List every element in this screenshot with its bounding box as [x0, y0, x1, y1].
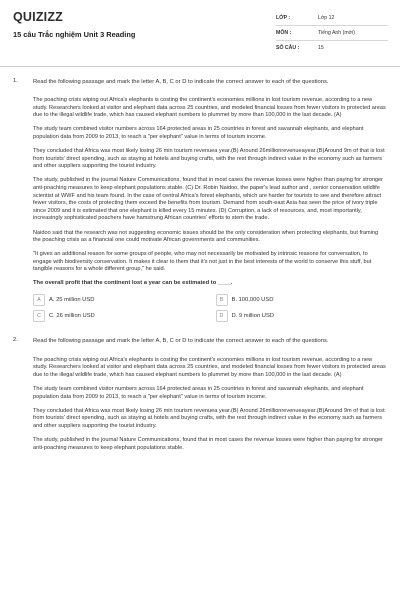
option-text: A. 25 million USD: [49, 296, 95, 303]
option-letter-box[interactable]: A: [33, 294, 45, 306]
question-1: [0, 78, 400, 321]
passage-paragraph: The poaching crisis wiping out Africa's elephants is costing the continent's economies millions in lost tourism revenue, according to a new study. Researchers looked at visitor and elephant data across 25 countries, and modeled financial losses from fewer visitors in protected areas due to the illegal wildlife trade, which has caused elephant numbers to plummet by more than 100,000 in the last decade. (A): [33, 97, 386, 119]
meta-value: Lớp 12: [318, 15, 335, 21]
passage-paragraph: The study team combined visitor numbers across 164 protected areas in 25 countries in forest and savannah elephants, and elephant population data from 2009 to 2013, to reach a "per elephant" value in terms of tourism income.: [33, 385, 364, 400]
quizizz-logo[interactable]: QUIZIZZ: [13, 10, 64, 24]
option-b[interactable]: [216, 294, 387, 305]
meta-label: MÔN :: [276, 30, 292, 36]
meta-label: LỚP :: [276, 15, 291, 21]
option-text: B. 100,000 USD: [231, 296, 274, 303]
question-number: 1.: [13, 78, 18, 84]
meta-label: SỐ CÂU :: [276, 45, 300, 51]
option-letter-box[interactable]: B: [216, 294, 228, 306]
option-a[interactable]: [33, 294, 204, 305]
passage-paragraph: They concluded that Africa was most likely losing 26 min tourism revenuea year.(B) Around 26millionrevenueayear.(B)Around 9m of that is lost from tourists' direct spending, such as staying at hotels and buying crafts, with the rest through indirect value in the economy such as farmers and other suppliers supporting the tourist industry.: [33, 407, 385, 429]
question-prompt: Read the following passage and mark the letter A, B, C or D to indicate the correct answer to each of the questions.: [33, 79, 329, 85]
header-divider: [0, 66, 400, 67]
option-text: D. 9 million USD: [231, 312, 275, 319]
passage-paragraph: "It gives an additional reason for some groups of people, who may not necessarily be motivated by intrinsic reasons for conversation, to engage with biodiversity conservation. It makes it clear to them that it's not just in the best interests of the world to conserve this stuff, but tangible reasons for a whole different group," he said.: [33, 251, 372, 273]
answer-options: [33, 294, 386, 321]
meta-table: [276, 11, 388, 55]
question-prompt: Read the following passage and mark the letter A, B, C or D to indicate the correct answer to each of the questions.: [33, 338, 329, 345]
header: [0, 0, 400, 62]
meta-value: 15: [318, 45, 324, 51]
passage-paragraph: The poaching crisis wiping out Africa's elephants is costing the continent's economies millions in lost tourism revenue, according to a new study. Researchers looked at visitor and elephant data across 25 countries, and modeled financial losses from fewer visitors in protected areas due to the illegal wildlife trade, which has caused elephant numbers to plummet by more than 100,000 in the last decade. (A): [33, 356, 386, 378]
option-text: C. 26 million USD: [49, 312, 95, 319]
question-number: 2.: [13, 337, 18, 344]
passage-paragraph: The study, published in the journal Nature Communications, found that in most cases the revenue losses were higher than paying for stronger anti-poaching measures to keep elephant populations stable. (C) Dr. Robin Naidoo, the paper's lead author and , senior conservation wildlife scientist at WWF and his team found. In the case of central Africa's forest elephants, which are harder for tourists to see and therefore attract fewer visitors, the costs of protecting them exceed the benefits from tourism. Demand from south-east Asia has seen the price of ivory triple since 2009 and it is estimated that one elephant is killed every 15 minutes. (D) Corruption, a lack of resources, and, most importantly, increasingly sophisticated poachers have hamstrung African countries' efforts to stem the trade.: [33, 177, 384, 222]
question-text: The overall profit that the continent lost a year can be estimated to ____.: [33, 280, 233, 287]
meta-value: Tiếng Anh (mới): [318, 30, 355, 36]
option-letter-box[interactable]: D: [216, 310, 228, 322]
meta-row-question-count: [276, 41, 388, 55]
question-list: [0, 78, 400, 459]
document-title: 15 câu Trắc nghiệm Unit 3 Reading: [13, 30, 136, 39]
meta-row-subject: [276, 26, 388, 41]
meta-row-class: [276, 11, 388, 26]
option-c[interactable]: [33, 310, 204, 321]
passage-paragraph: The study team combined visitor numbers across 164 protected areas in 25 countries in forest and savannah elephants, and elephant population data from 2009 to 2013, to reach a "per elephant" value in terms of tourism income.: [33, 126, 364, 141]
question-2: [0, 337, 400, 452]
passage-paragraph: The study, published in the journal Nature Communications, found that in most cases the revenue losses were higher than paying for stronger anti-poaching measures to keep elephant populations stable.: [33, 436, 384, 451]
passage-paragraph: Naidoo said that the research was not suggesting economic issues should be the only consideration when protecting elephants, but framing the poaching crisis as a financial one could motivate African governments and communities.: [33, 229, 379, 244]
passage-paragraph: They concluded that Africa was most likely losing 26 min tourism revenuea year.(B) Around 26millionrevenueayear.(B)Around 9m of that is lost from tourists' direct spending, such as staying at hotels and buying crafts, with the rest through indirect value in the economy such as farmers and other suppliers supporting the tourist industry.: [33, 148, 385, 170]
option-letter-box[interactable]: C: [33, 310, 45, 322]
option-d[interactable]: [216, 310, 387, 321]
